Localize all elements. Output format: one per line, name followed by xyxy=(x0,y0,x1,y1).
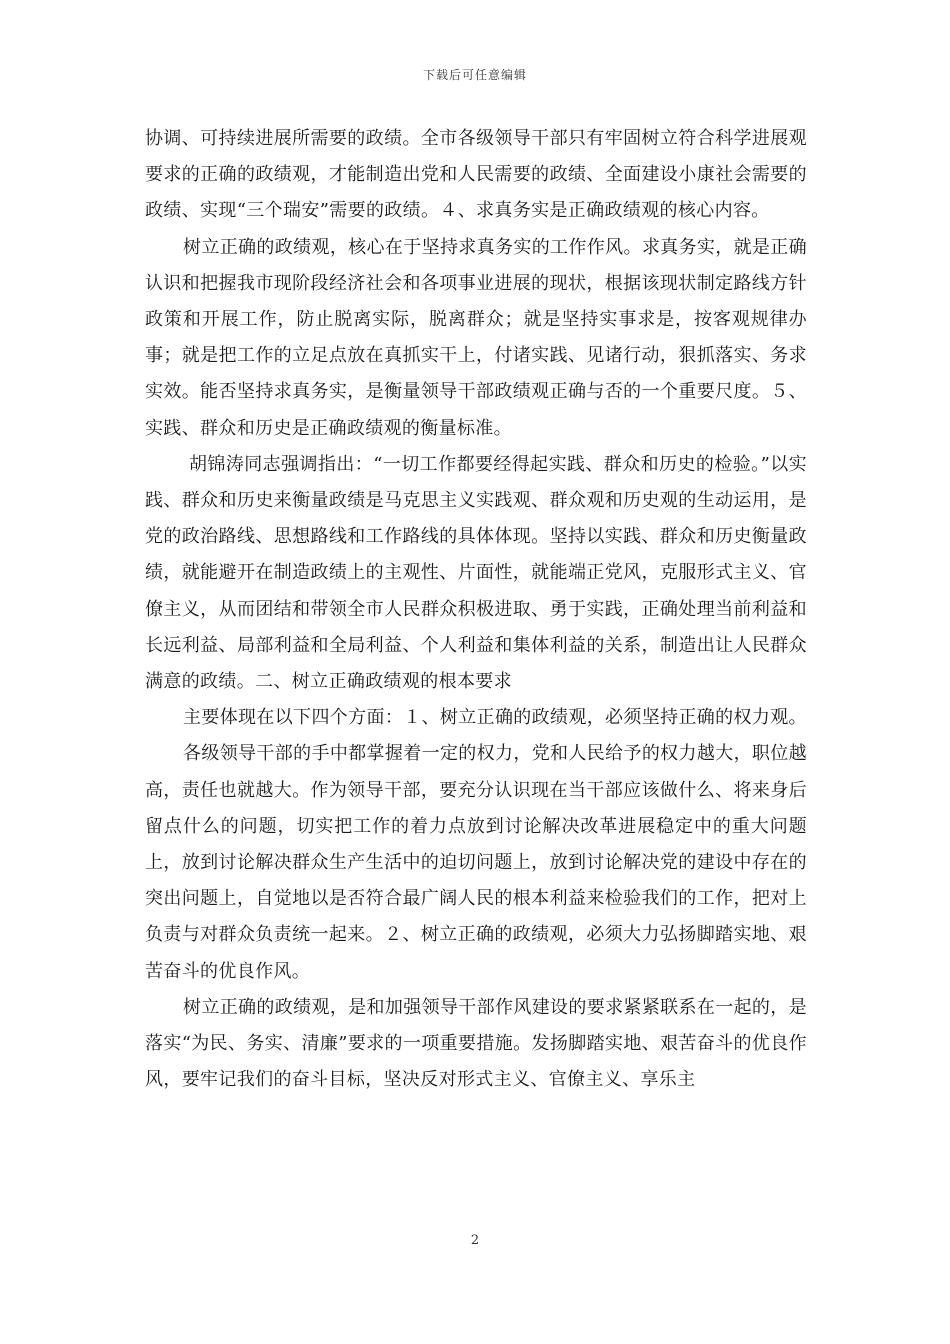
paragraph-6: 树立正确的政绩观，是和加强领导干部作风建设的要求紧紧联系在一起的，是落实“为民、务实、清廉”要求的一项重要措施。发扬脚踏实地、艰苦奋斗的优良作风，要牢记我们的奋斗目标，坚决反对形式主义、官僚主义、享乐主 xyxy=(145,996,807,1091)
paragraph-5: 各级领导干部的手中都掌握着一定的权力，党和人民给予的权力越大，职位越高，责任也就越大。作为领导干部，要充分认识现在当干部应该做什么、将来身后留点什么的问题，切实把工作的着力点放到讨论解决改革进展稳定中的重大问题上，放到讨论解决群众生产生活中的迫切问题上，放到讨论解决党的建设中存在的突出问题上，自觉地以是否符合最广阔人民的根本利益来检验我们的工作，把对上负责与对群众负责统一起来。２、树立正确的政绩观，必须大力弘扬脚踏实地、艰苦奋斗的优良作风。 xyxy=(145,743,807,982)
document-body xyxy=(145,121,807,1098)
page-number: 2 xyxy=(470,1233,480,1248)
paragraph-1: 协调、可持续进展所需要的政绩。全市各级领导干部只有牢固树立符合科学进展观要求的正确的政绩观，才能制造出党和人民需要的政绩、全面建设小康社会需要的政绩、实现“三个瑞安”需要的政绩。４、求真务实是正确政绩观的核心内容。 xyxy=(145,128,807,222)
paragraph-2: 树立正确的政绩观，核心在于坚持求真务实的工作作风。求真务实，就是正确认识和把握我市现阶段经济社会和各项事业进展的现状，根据该现状制定路线方针政策和开展工作，防止脱离实际，脱离群众；就是坚持实事求是，按客观规律办事；就是把工作的立足点放在真抓实干上，付诸实践、见诸行动，狠抓落实、务求实效。能否坚持求真务实，是衡量领导干部政绩观正确与否的一个重要尺度。５、实践、群众和历史是正确政绩观的衡量标准。 xyxy=(145,236,807,439)
page-header: 下载后可任意编辑 xyxy=(422,68,527,82)
paragraph-4: 主要体现在以下四个方面：１、树立正确的政绩观，必须坚持正确的权力观。 xyxy=(183,707,807,729)
paragraph-3: 胡锦涛同志强调指出：“一切工作都要经得起实践、群众和历史的检验。”以实践、群众和历史来衡量政绩是马克思主义实践观、群众观和历史观的生动运用，是党的政治路线、思想路线和工作路线的具体体现。坚持以实践、群众和历史衡量政绩，就能避开在制造政绩上的主观性、片面性，就能端正党风，克服形式主义、官僚主义，从而团结和带领全市人民群众积极进取、勇于实践，正确处理当前利益和长远利益、局部利益和全局利益、个人利益和集体利益的关系，制造出让人民群众满意的政绩。二、树立正确政绩观的根本要求 xyxy=(145,453,807,693)
